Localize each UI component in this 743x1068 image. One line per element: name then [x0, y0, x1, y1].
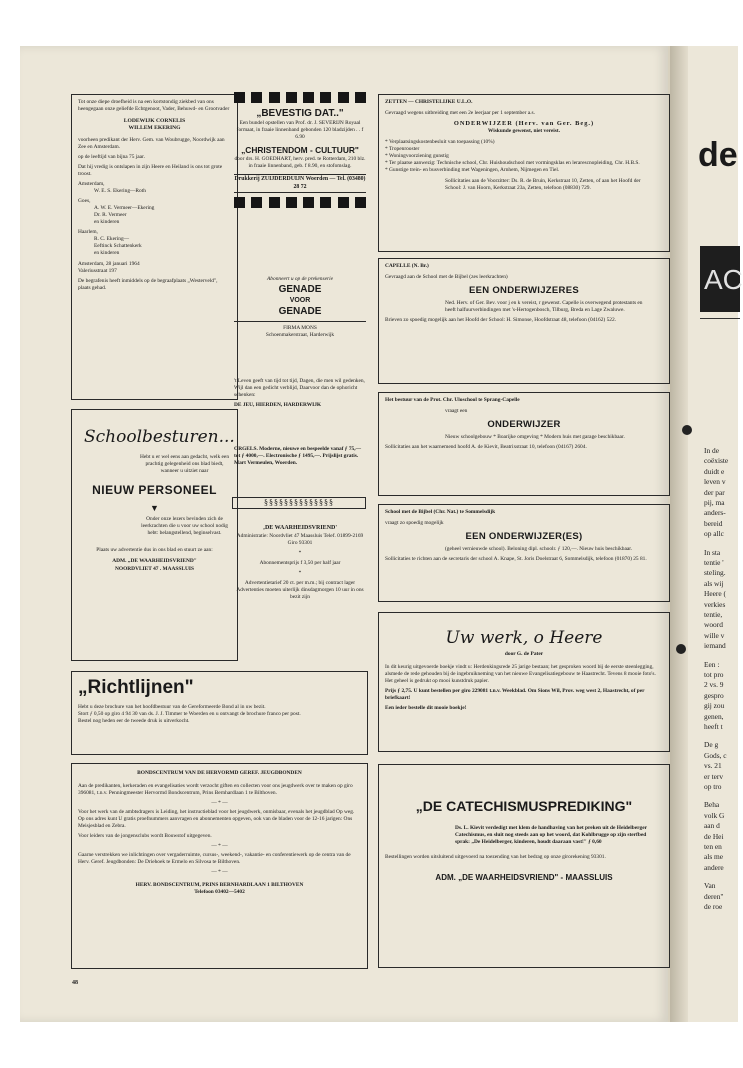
- separator: — * —: [211, 869, 228, 876]
- uw-werk-title: Uw werk, o Heere: [445, 628, 603, 648]
- right-page-line: heeft t: [704, 722, 723, 731]
- schoolbesturen-ad: [71, 409, 238, 661]
- bondscentrum-p4: Gaarne verstrekken we inlichtingen over vergaderruimte, cursus-, weekend-, vakantie- en conferentiewerk op de centra van de Herv. Geref. Jeugdbonden: De Driehoek te Ermelo en Silvosa te Bilthoven.: [78, 852, 351, 866]
- nieuw-personeel-headline: NIEUW PERSONEEL: [92, 483, 217, 498]
- waarheidsvriend-title: ‚DE WAARHEIDSVRIEND': [262, 525, 338, 531]
- right-page-line: In sta: [704, 547, 721, 557]
- right-page-line: gij zou: [704, 701, 725, 711]
- page-number: 48: [72, 980, 78, 986]
- catechismus-adm: ADM. „DE WAARHEIDSVRIEND" - MAASSLUIS: [435, 873, 613, 883]
- sommelsdijk-requirements: (geheel vernieuwde school). Beloning dipl. schoolr. ƒ 120,—. Nieuw huis beschikbaar.: [445, 546, 633, 553]
- bevestig-dat-desc: Een bundel opstellen van Prof. dr. J. SEVERIJN Royaal formaat, in fraaie linnenband gebonden 120 bladzijden . . f 6.90: [236, 120, 364, 141]
- right-page-line: anders-: [704, 508, 726, 518]
- right-page-line: als wij: [704, 578, 724, 588]
- binding-hole-icon: [682, 425, 692, 435]
- orgels-text: ORGELS. Moderne, nieuwe en bespeelde vanaf ƒ 75,— tot ƒ 4000,—. Electronische ƒ 1495,—. Prijslijst gratis. Mart Vermeulen, Woerden.: [234, 446, 361, 467]
- zetten-bullet: * Gunstige trein- en busverbinding met Wageningen, Arnhem, Nijmegen en Tiel.: [385, 167, 560, 174]
- right-page-line: ten en: [704, 842, 722, 851]
- sommelsdijk-apply: Sollicitaties te richten aan de secretaris der school A. Knape, St. Joris Doelstraat 6, Sommelsdijk, telefoon (01870) 25 81.: [385, 556, 647, 563]
- capelle-apply: Brieven zo spoedig mogelijk aan het Hoofd der School: H. Simonse, Hoofdstraat 48, telefoon (04162) 522.: [385, 317, 617, 324]
- right-page-line: volk G: [704, 810, 725, 820]
- right-page-line: 2 vs. 9: [704, 680, 724, 690]
- right-page-line: In de: [704, 446, 719, 455]
- genade-firm: FIRMA MONS: [283, 325, 317, 332]
- zetten-bullet: * Woningvoorziening gunstig: [385, 153, 449, 160]
- deceased-age: op de leeftijd van bijna 75 jaar.: [78, 153, 145, 160]
- zetten-apply: Sollicitaties aan de Voorzitter: Ds. R. de Bruin, Kerkstraat 10, Zetten, of aan het Hoofd der School: J. van Hoorn, Kerkstraat 23a, Zetten, telefoon (08830) 729.: [445, 178, 641, 192]
- right-page-line: er terv: [704, 771, 724, 781]
- waarheidsvriend-tariff: Advertentietarief 20 ct. per m.m.; bij contract lager Advertenties moeten uiterlijk dinsdagmorgen 10 uur in ons bezit zijn: [236, 579, 364, 600]
- uw-werk-author: door G. de Pater: [504, 651, 544, 658]
- zetten-bullet: * Verplaatsingskostenbesluit van toepassing (10%): [385, 139, 495, 146]
- richtlijnen-title: „Richtlijnen": [78, 677, 194, 698]
- genade-1: GENADE: [278, 284, 322, 296]
- right-page-line: Beha: [704, 800, 720, 810]
- deceased-name: LODEWIJK CORNELIS WILLEM EKERING: [123, 118, 186, 132]
- right-page-line: wille v: [704, 630, 725, 640]
- right-page-line: tentie,: [704, 610, 723, 619]
- obituary-faith: Dat hij vredig is ontslapen in zijn Heere en Heiland is ons tot grote troost.: [78, 163, 223, 177]
- bevestig-dat-ad: [228, 92, 372, 264]
- sommelsdijk-vacancy: [378, 504, 670, 602]
- capelle-heading: CAPELLE (N. Br.): [385, 263, 429, 269]
- sommelsdijk-job: EEN ONDERWIJZER(ES): [465, 531, 583, 543]
- right-page-line: Gods, c: [704, 750, 727, 760]
- sprang-requirements: Nieuw schoolgebouw * Boarijke omgeving * Modern huis met garage beschikbaar.: [445, 434, 625, 441]
- schoolbesturen-adm-1: ADM. „DE WAARHEIDSVRIEND": [112, 558, 197, 565]
- black-squares-top: [234, 92, 366, 103]
- bondscentrum-phone: Telefoon 03402—5402: [194, 889, 245, 896]
- family-list: Amsterdam, W. E. S. Ekering—Roth Goes, A. W. E. Vermeer—Ekering Dr. R. Vermeer en kinderen Haarlem, R. C. Ekering— Eeftinck Schattenkerk en kinderen: [78, 180, 155, 256]
- bondscentrum-p3: Voor leiders van de jongensclubs wordt Bouwstof uitgegeven.: [78, 833, 212, 840]
- right-page-line: duidt e: [704, 466, 725, 476]
- catechismusprediking-ad: [378, 764, 670, 968]
- obituary-street: Valeriusstraat 197: [78, 267, 117, 274]
- binding-hole-icon: [676, 644, 686, 654]
- zetten-sub: Wiskunde gewenst, niet vereist.: [487, 128, 561, 135]
- death-notice: [71, 94, 238, 400]
- richtlijnen-line-1: Hebt u deze brochure van het hoofdbestuur van de Gereformeerde Bond al in uw bezit.: [78, 703, 266, 710]
- uw-werk-cta: Een ieder bestelle dit mooie boekje!: [385, 705, 467, 712]
- right-page-line: de Hei: [704, 831, 724, 841]
- sprang-capelle-vacancy: [378, 392, 670, 496]
- catechismus-order: Bestellingen worden uitsluitend uitgevoerd na toezending van het bedrag op onze girorekening 93301.: [385, 854, 606, 861]
- sprang-heading: Het bestuur van de Prot. Chr. Uloschool te Sprang-Capelle: [385, 397, 520, 403]
- bondscentrum-ad: [71, 763, 368, 969]
- publisher-line: Drukkerij ZUIJDERDUIJN Woerden — Tel. (03480) 28 72: [234, 174, 366, 193]
- bondscentrum-address: HERV. BONDSCENTRUM, PRINS BERNHARDLAAN 1 BILTHOVEN: [135, 882, 304, 889]
- right-page-line: genen,: [704, 711, 724, 721]
- christendom-cultuur-desc: door drs. H. GOEDHART, herv. pred. te Rotterdam, 210 blz. in fraaie linnenband, geb. f 8.90, en stofomslag.: [234, 155, 366, 169]
- schoolbesturen-place: Plaats uw advertentie dus in ons blad en stuurt ze aan:: [96, 547, 213, 554]
- poem-text: 't Leven geeft van tijd tot tijd, Dagen, die men wil gedenken, Wijl dan een gedicht verblijd, Daarvoor dan de ophoricht schenken:: [234, 378, 365, 399]
- catechismus-title: „DE CATECHISMUSPREDIKING": [415, 798, 633, 814]
- right-page-line: Een :: [704, 659, 720, 669]
- zetten-bullet: * Ter plaatse aanwezig: Technische school, Chr. Huishoudschool met vormingsklas en lerarescnopleiding, Chr. H.B.S.: [385, 160, 640, 167]
- right-page-line: De g: [704, 740, 719, 750]
- de-jeu-ad: [228, 374, 372, 426]
- right-page-line: woord: [704, 620, 723, 630]
- sommelsdijk-heading: School met de Bijbel (Chr. Nat.) te Sommelsdijk: [385, 509, 496, 515]
- capelle-vacancy: [378, 258, 670, 384]
- christendom-cultuur-title: „CHRISTENDOM - CULTUUR": [241, 145, 359, 156]
- schoolbesturen-title: Schoolbesturen...: [84, 427, 235, 447]
- schoolbesturen-text-2: Onder onze lezers bevinden zich de leerkrachten die u voor uw school nodig hebt: belangstellend, beginselvast.: [141, 516, 228, 537]
- poem-signature: DE JEU, HIERDEN, HARDERWIJK: [234, 402, 322, 409]
- obituary-intro: Tot onze diepe droefheid is na een kortstondig ziekbed van ons heengegaan onze geliefde Echtgenoot, Vader, Behuwd- en Grootvader: [78, 99, 230, 113]
- sprang-apply: Sollicitaties aan het waarnemend hoofd A. de Kievit, Beatrixstraat 10, telefoon (04167) 2604.: [385, 444, 587, 451]
- capelle-job: EEN ONDERWIJZERES: [469, 285, 579, 297]
- burial-note: De begrafenis heeft inmiddels op de begraafplaats „Westerveld", plaats gehad.: [78, 277, 218, 291]
- right-page-line: aan d: [704, 821, 720, 831]
- right-page-line: deren": [704, 891, 724, 901]
- sprang-job: ONDERWIJZER: [487, 419, 561, 431]
- right-page-line: der par: [704, 487, 725, 497]
- zetten-heading: ZETTEN — CHRISTELIJKE U.L.O.: [385, 99, 473, 105]
- uw-werk-ad: [378, 612, 670, 752]
- right-page-line: Van: [704, 881, 716, 891]
- bondscentrum-p1: Aan de predikanten, kerkeraden en evangelisaties wordt verzocht giften en collecten voor ons jeugdwerk over te maken op giro 396081, t.n.v. Penningmeester Hervormd Bondscentrum, Prins Bernhardlaan 1 te Bilthoven.: [78, 783, 353, 797]
- genade-2: GENADE: [278, 306, 322, 318]
- right-page-line: leven v: [704, 477, 726, 487]
- waarheidsvriend-subscription: Abonnementsprijs f 3,50 per half jaar: [259, 559, 341, 566]
- uw-werk-text: In dit keurig uitgevoerde boekje vindt u: Herdenkingsrede 25 jarige bestaan; het gesproken woord bij de eerste steenlegging, alsmede de rede gehouden bij de ingebruikneming van het nieuwe Evangelisatiegebouw te Haastrecht. Tevens 8 mooie foto's. Het geheel is gedrukt op mooi kunstdruk papier.: [385, 664, 656, 685]
- right-page-line: Heere (: [704, 589, 726, 599]
- bevestig-dat-title: „BEVESTIG DAT..": [256, 108, 344, 119]
- separator: — * —: [211, 800, 228, 807]
- uw-werk-price: Prijs ƒ 2,75. U kunt bestellen per giro 229081 t.n.v. Weekblad. Om Sions Wil, Prov. weg west 2, Haastrecht, of per briefkaart!: [385, 688, 645, 702]
- genade-intro: Abonneert u op de prekenserie: [267, 276, 333, 282]
- right-page-line: coëxiste: [704, 456, 729, 466]
- bondscentrum-p2: Voor het werk van de ambtsdragers is Leiding, het instructieblad voor het jeugdwerk, onmisbaar, evenals het jeugdblad Op weg. Op ons adres kunt U gratis proefnummers aanvragen en abonnementen opgeven, ook van de bladen voor de 12-16 jarigen: Ons Meisjesblad en Zebra.: [78, 809, 355, 830]
- richtlijnen-line-2: Stort ƒ 0,50 op giro 4 94 30 van ds. J. J. Timmer te Woerden en u ontvangt de brochure franco per post.: [78, 710, 301, 717]
- catechismus-text: Ds. L. Kievit verdedigt met klem de handhaving van het preken uit de Heidelberger Catechismus, en sluit nog steeds aan op het woord, dat Kohlbrugge op zijn sterfbed sprak: „De Heidelberger, kinderen, houdt daaraan vast!" ƒ 0,60: [455, 825, 647, 846]
- right-page-line: pij, ma: [704, 498, 725, 507]
- zetten-bullet: * Tropenrooster: [385, 146, 420, 153]
- book-gutter: [670, 46, 688, 1022]
- decorative-border: §§§§§§§§§§§§§§: [232, 497, 366, 509]
- right-page-line: bereid: [704, 518, 723, 528]
- capelle-intro: Gevraagd aan de School met de Bijbel (zes leerkrachten): [385, 274, 508, 281]
- right-page-line: verkies: [704, 599, 726, 609]
- genade-voor-genade-ad: [228, 272, 372, 362]
- waarheidsvriend-admin: Administratie: Noordvliet 47 Maassluis Telef. 01899-2169 Giro 93301: [236, 532, 364, 546]
- zetten-vacancy: [378, 94, 670, 252]
- genade-address: Schoenmakerstraat, Harderwijk: [265, 332, 335, 339]
- waarheidsvriend-info: ‚DE WAARHEIDSVRIEND' Administratie: Noordvliet 47 Maassluis Telef. 01899-2169 Giro 93301 * Abonnementsprijs f 3,50 per half jaar * Advertentietarief 20 ct. per m.m.; bij contract lager Advertenties moeten uiterlijk dinsdagmorgen 10 uur in ons bezit zijn: [228, 521, 372, 661]
- obituary-date: Amsterdam, 28 januari 1964: [78, 260, 140, 267]
- right-page-band: AC: [700, 246, 740, 312]
- right-page-line: tentie ': [704, 558, 724, 567]
- schoolbesturen-text: Hebt u er wel eens aan gedacht, welk een prachtig gelegenheid ons blad biedt, wanneer u uitziet naar: [139, 454, 230, 475]
- right-page-line: iemand: [704, 641, 726, 651]
- orgels-ad: [228, 442, 372, 488]
- sprang-intro: vraagt een: [445, 408, 468, 415]
- right-page: [688, 46, 743, 1022]
- right-page-line: andere: [704, 862, 724, 872]
- schoolbesturen-adm-2: NOORDVLIET 47 . MAASSLUIS: [115, 565, 194, 572]
- right-page-line: tot pro: [704, 670, 724, 679]
- right-page-line: vs. 21: [704, 761, 722, 771]
- capelle-requirements: Ned. Herv. of Ger. Bev. voor j en k vereist, r gewenst. Capelle is overwegend protestants en heeft halfuurverbindingen met 's-Hertogenbosch, Tilburg, Breda en Lage Zwaluwe.: [445, 300, 643, 314]
- right-page-heading: de: [698, 136, 738, 174]
- sommelsdijk-intro: vraagt zo spoedig mogelijk: [385, 520, 444, 527]
- separator: — * —: [211, 843, 228, 850]
- black-squares-bottom: [234, 197, 366, 208]
- right-page-line: steling.: [704, 568, 726, 578]
- richtlijnen-line-3: Bestel nog heden eer de tweede druk is uitverkocht.: [78, 717, 190, 724]
- zetten-intro: Gevraagd wegens uitbreiding met een 2e leerjaar per 1 september a.s.: [385, 110, 535, 117]
- richtlijnen-ad: [71, 671, 368, 755]
- deceased-role: voorheen predikant der Herv. Gem. van Woubrugge, Noordwijk aan Zee en Amsterdam.: [78, 136, 225, 150]
- zetten-job: ONDERWIJZER (Herv. van Ger. Beg.): [453, 120, 595, 128]
- right-page-line: gespro: [704, 690, 724, 700]
- bondscentrum-heading: BONDSCENTRUM VAN DE HERVORMD GEREF. JEUGDBONDEN: [137, 770, 302, 776]
- right-page-line: op tro: [704, 782, 722, 791]
- right-page-line: op allc: [704, 529, 724, 539]
- genade-voor: VOOR: [289, 297, 311, 305]
- right-page-line: als me: [704, 852, 724, 862]
- right-page-line: de roe: [704, 902, 723, 911]
- arrow-down-icon: ▼: [150, 502, 159, 513]
